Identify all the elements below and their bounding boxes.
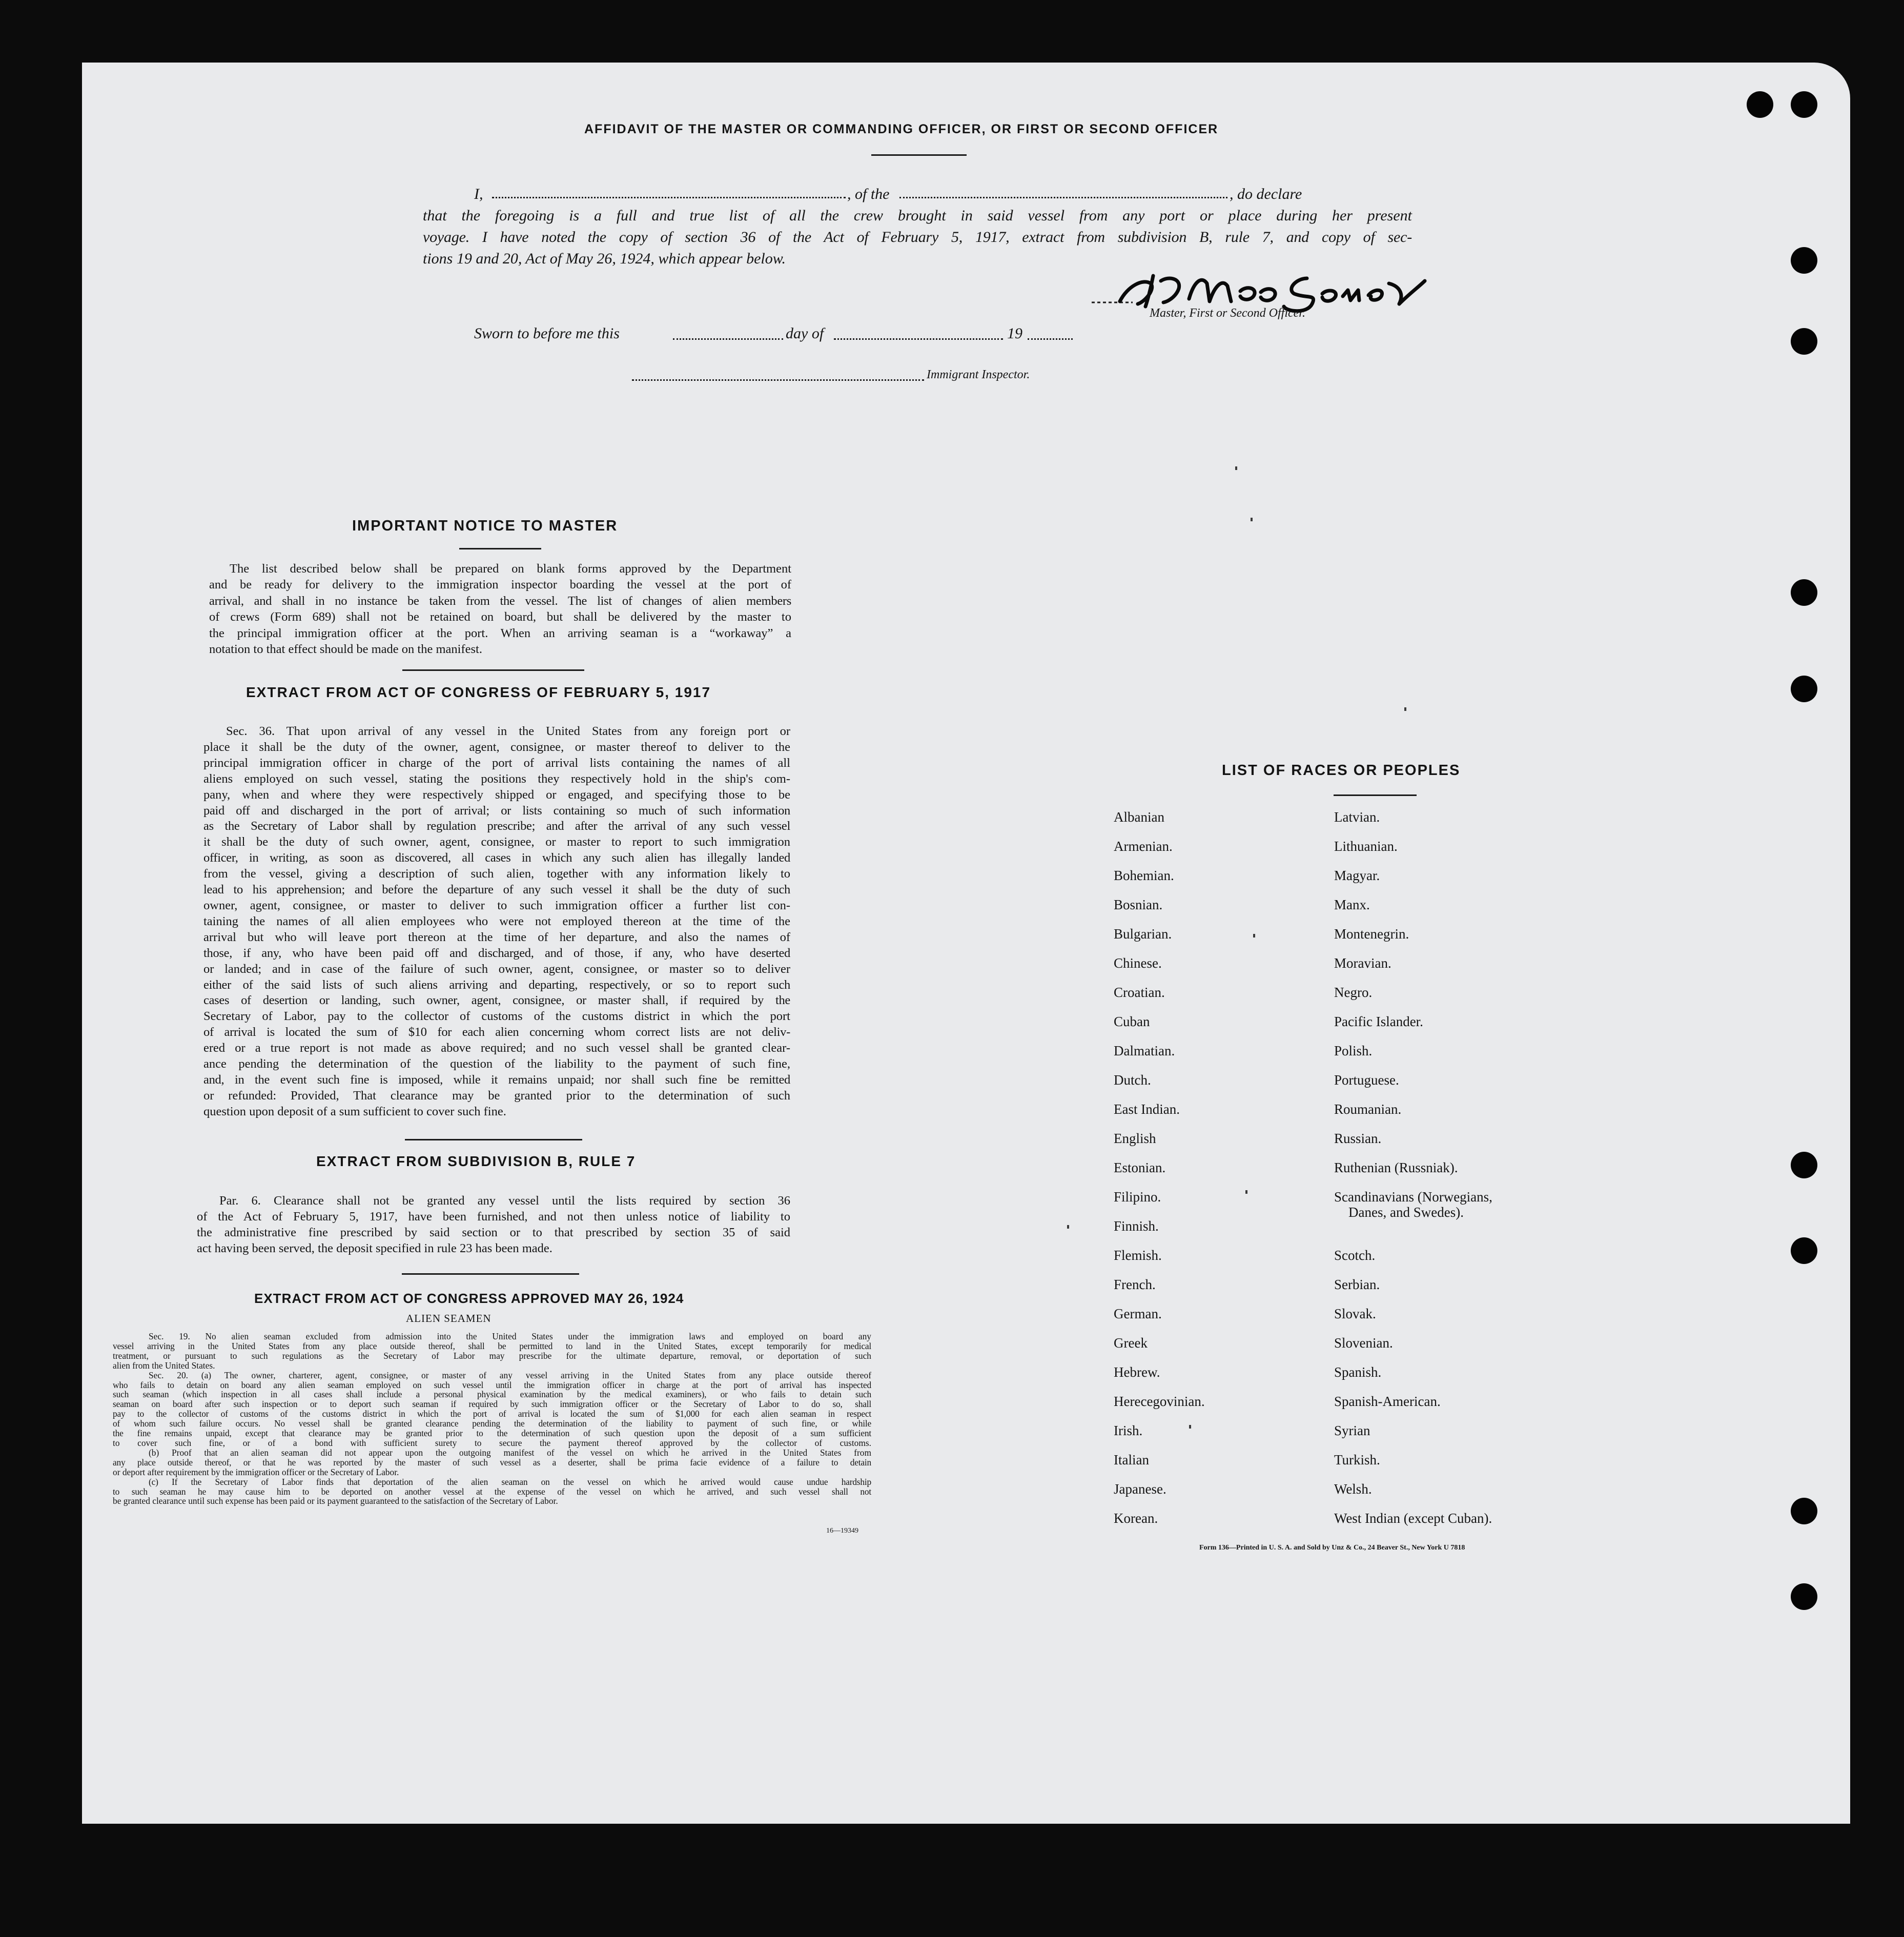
- race-item: Negro.: [1334, 985, 1373, 1000]
- race-item: Bosnian.: [1114, 897, 1163, 912]
- races-left-column: [1114, 809, 1329, 1540]
- extract-1924-line: who fails to detain on board any alien seaman employed on such vessel until the immigration officer in charge at the port of arrival has inspected: [113, 1379, 871, 1390]
- affidavit-line: voyage. I have noted the copy of section 36 of the Act of February 5, 1917, extract from subdivision B, rule 7, and copy of sec-: [423, 229, 1412, 246]
- extract-1924-line: (c) If the Secretary of Labor finds that deportation of the alien seaman on the vessel on which he arrived would cause undue hardship: [149, 1476, 871, 1487]
- extract-1917-line: from the vessel, giving a description of such alien, together with any information likely to: [203, 867, 790, 881]
- race-item: Montenegrin.: [1334, 926, 1409, 942]
- sworn-month-field[interactable]: [834, 327, 1003, 340]
- race-item: Greek: [1114, 1335, 1148, 1351]
- signature-caption: Master, First or Second Officer.: [1150, 307, 1305, 320]
- extract-1917-line: arrival but who will leave port thereon at the time of her departure, and also the names of: [203, 930, 790, 944]
- scan-speck: [1189, 1425, 1191, 1429]
- master-name-field[interactable]: [492, 186, 846, 198]
- race-item: Armenian.: [1114, 839, 1173, 854]
- extract-1917-line: ered or a true report is not made as above required; and no such vessel shall be granted clear-: [203, 1041, 790, 1055]
- race-item: Estonian.: [1114, 1160, 1166, 1175]
- binder-hole: [1791, 1237, 1817, 1264]
- notice-line: arrival, and shall in no instance be taken from the vessel. The list of changes of alien members: [209, 594, 791, 608]
- rule7-line: Par. 6. Clearance shall not be granted any vessel until the lists required by section 36: [219, 1194, 790, 1208]
- inspector-caption: Immigrant Inspector.: [927, 368, 1030, 381]
- binder-hole: [1747, 91, 1773, 118]
- race-item: Scotch.: [1334, 1248, 1376, 1263]
- race-item: Dalmatian.: [1114, 1043, 1175, 1058]
- race-item: Bohemian.: [1114, 868, 1174, 883]
- extract-1924-line: (b) Proof that an alien seaman did not appear upon the outgoing manifest of the vessel on which he arrived in the United States from: [149, 1447, 871, 1458]
- rule7-line: the administrative fine prescribed by said section or to that prescribed by section 35 of said: [197, 1226, 790, 1239]
- race-item: Spanish.: [1334, 1364, 1382, 1380]
- extract-1917-line: question upon deposit of a sum sufficient to cover such fine.: [203, 1104, 506, 1118]
- extract-1917-line: Secretary of Labor, pay to the collector of customs of the customs district in which the port: [203, 1009, 790, 1024]
- notice-body: [209, 561, 791, 657]
- extract-1924-line: any place outside thereof, or that he was reported by the master of such vessel as a deserter, shall be prima facie evidence of a failure to detain: [113, 1457, 871, 1467]
- affidavit-do-declare-label: , do declare: [1230, 186, 1302, 202]
- extract-1924-line: pay to the collector of customs of the customs district in which the port of arrival is located the sum of $1,000 for each alien seaman in respect: [113, 1409, 871, 1419]
- extract-1917-body: [203, 724, 790, 1120]
- extract-1917-line: or landed; and in case of the failure of such owner, agent, consignee, or master so to deliver: [203, 962, 790, 976]
- extract-1924-line: such seaman (which inspection in all cases shall include a personal physical examination by the medical examiners), or who fails to detain such: [113, 1389, 871, 1400]
- extract-1924-subtitle: ALIEN SEAMEN: [406, 1312, 492, 1324]
- scan-speck: [1404, 707, 1406, 711]
- extract-1924-body: [113, 1332, 871, 1506]
- race-item: Albanian: [1114, 809, 1164, 825]
- race-item: Flemish.: [1114, 1248, 1162, 1263]
- divider: [1334, 794, 1417, 796]
- race-item: Ruthenian (Russniak).: [1334, 1160, 1458, 1175]
- extract-1917-line: pany, when and where they were respectively shipped or engaged, and specifying those to be: [203, 787, 790, 802]
- extract-1917-title: EXTRACT FROM ACT OF CONGRESS OF FEBRUARY 5, 1917: [246, 684, 711, 700]
- extract-1917-line: ance pending the determination of the question of the liability to the payment of such fine,: [203, 1057, 790, 1071]
- extract-1917-line: of arrival is located the sum of $10 for each alien concerning whom correct lists are not deliv-: [203, 1025, 790, 1039]
- binder-hole: [1791, 579, 1817, 606]
- race-item: Italian: [1114, 1452, 1149, 1467]
- race-item: Moravian.: [1334, 955, 1391, 971]
- binder-hole: [1791, 1498, 1817, 1524]
- race-item: Slovak.: [1334, 1306, 1376, 1321]
- extract-1924-line: to cover such fine, or of a bond with sufficient surety to secure the payment thereof approved by the collector of customs.: [113, 1437, 871, 1448]
- divider: [402, 669, 584, 671]
- extract-1917-line: principal immigration officer in charge of the port of arrival lists containing the names of all: [203, 756, 790, 770]
- extract-1917-line: and, in the event such fine is imposed, while it remains unpaid; nor shall such fine be remitted: [203, 1072, 790, 1087]
- extract-1924-line: Sec. 19. No alien seaman excluded from admission into the United States under the immigration laws and employed on board any: [149, 1331, 871, 1341]
- notice-line: and be ready for delivery to the immigration inspector boarding the vessel at the port of: [209, 578, 791, 592]
- notice-title: IMPORTANT NOTICE TO MASTER: [352, 518, 618, 534]
- race-item: Irish.: [1114, 1423, 1143, 1438]
- race-item: Syrian: [1334, 1423, 1370, 1438]
- inspector-signature-field[interactable]: [632, 368, 924, 381]
- affidavit-title: AFFIDAVIT OF THE MASTER OR COMMANDING OFFICER, OR FIRST OR SECOND OFFICER: [584, 122, 1219, 136]
- affidavit-line: that the foregoing is a full and true list of all the crew brought in said vessel from any port or place during her present: [423, 207, 1412, 224]
- affidavit-i-label: I,: [474, 186, 483, 202]
- race-item: Lithuanian.: [1334, 839, 1398, 854]
- race-item: Turkish.: [1334, 1452, 1380, 1467]
- extract-1917-line: aliens employed on such vessel, stating the positions they respectively hold in the ship's com-: [203, 771, 790, 786]
- divider: [459, 548, 541, 549]
- race-item: Hebrew.: [1114, 1364, 1160, 1380]
- race-item: English: [1114, 1131, 1156, 1146]
- race-item: Chinese.: [1114, 955, 1162, 971]
- scan-speck: [1235, 466, 1237, 470]
- races-title: LIST OF RACES OR PEOPLES: [1222, 762, 1461, 779]
- rule7-line: of the Act of February 5, 1917, have been furnished, and not then unless notice of liability to: [197, 1210, 790, 1224]
- divider: [405, 1139, 582, 1140]
- binder-hole: [1791, 1152, 1817, 1178]
- extract-1924-line: seaman on board after such inspection or to deport such seaman if required by such immigration officer or the Secretary of Labor to do so, shall: [113, 1399, 871, 1410]
- race-item: Japanese.: [1114, 1481, 1166, 1497]
- extract-1917-line: Sec. 36. That upon arrival of any vessel in the United States from any foreign port or: [226, 724, 790, 738]
- extract-1917-line: it shall be the duty of such owner, agent, consignee, or master to report to such immigration: [203, 835, 790, 849]
- race-item: East Indian.: [1114, 1102, 1180, 1117]
- sworn-year-label: 19: [1007, 325, 1022, 342]
- race-item: Serbian.: [1334, 1277, 1380, 1292]
- extract-1917-line: officer, in writing, as soon as discovered, all cases in which any such alien has illegally landed: [203, 851, 790, 865]
- scan-speck: [1067, 1225, 1069, 1229]
- extract-1924-line: vessel arriving in the United States from any place outside thereof, shall be permitted to land in the United States, except temporarily for medical: [113, 1340, 871, 1351]
- extract-1924-line: alien from the United States.: [113, 1360, 215, 1371]
- affidavit-of-the-label: , of the: [847, 186, 890, 202]
- sworn-day-field[interactable]: [673, 327, 783, 340]
- extract-1924-line: treatment, or pursuant to such regulations as the Secretary of Labor may prescribe for the ultimate departure, removal, or deportation of such: [113, 1350, 871, 1361]
- extract-1924-title: EXTRACT FROM ACT OF CONGRESS APPROVED MAY 26, 1924: [254, 1291, 684, 1306]
- notice-line: notation to that effect should be made on the manifest.: [209, 642, 482, 657]
- extract-1917-line: taining the names of all alien employees who were not employed thereon at the time of the: [203, 914, 790, 928]
- race-item: Danes, and Swedes).: [1348, 1205, 1464, 1220]
- notice-line: of crews (Form 689) shall not be retained on board, but shall be delivered by the master to: [209, 610, 791, 624]
- race-item: Polish.: [1334, 1043, 1373, 1058]
- race-item: German.: [1114, 1306, 1162, 1321]
- extract-1924-line: Sec. 20. (a) The owner, charterer, agent, consignee, or master of any vessel arriving in the United States from any place outside thereof: [149, 1370, 871, 1380]
- race-item: Scandinavians (Norwegians,: [1334, 1189, 1492, 1205]
- sworn-year-field[interactable]: [1028, 327, 1073, 340]
- race-item: Finnish.: [1114, 1218, 1159, 1234]
- scan-speck: [1245, 1190, 1247, 1194]
- binder-hole: [1791, 328, 1817, 355]
- race-item: Filipino.: [1114, 1189, 1161, 1205]
- race-item: Russian.: [1334, 1131, 1382, 1146]
- extract-1917-line: or refunded: Provided, That clearance may be granted prior to the determination of such: [203, 1088, 790, 1103]
- divider: [871, 154, 967, 156]
- extract-1924-line: be granted clearance until such expense has been paid or its payment guaranteed to the satisfaction of the Secretary of Labor.: [113, 1496, 558, 1506]
- extract-1917-line: those, if any, who have been paid off and discharged, and of those, if any, who have deserted: [203, 946, 790, 960]
- binder-hole: [1791, 247, 1817, 274]
- vessel-name-field[interactable]: [899, 186, 1227, 198]
- race-item: Spanish-American.: [1334, 1394, 1441, 1409]
- race-item: Latvian.: [1334, 809, 1380, 825]
- binder-hole: [1791, 1583, 1817, 1610]
- race-item: West Indian (except Cuban).: [1334, 1511, 1492, 1526]
- extract-1917-line: lead to his apprehension; and before the departure of any such vessel it shall be the duty of such: [203, 883, 790, 897]
- races-right-column: [1334, 809, 1621, 1540]
- race-item: Pacific Islander.: [1334, 1014, 1423, 1029]
- form-code: 16—19349: [826, 1527, 858, 1535]
- scan-speck: [1251, 518, 1253, 521]
- race-item: Roumanian.: [1334, 1102, 1402, 1117]
- extract-1917-line: place it shall be the duty of the owner, agent, consignee, or master thereof to deliver to the: [203, 740, 790, 754]
- extract-1917-line: owner, agent, consignee, or master to deliver to such immigration officer a further list con-: [203, 898, 790, 912]
- rule7-title: EXTRACT FROM SUBDIVISION B, RULE 7: [316, 1153, 636, 1169]
- race-item: Magyar.: [1334, 868, 1380, 883]
- affidavit-line: tions 19 and 20, Act of May 26, 1924, which appear below.: [423, 250, 786, 267]
- race-item: Croatian.: [1114, 985, 1165, 1000]
- race-item: Manx.: [1334, 897, 1370, 912]
- form-footer: Form 136—Printed in U. S. A. and Sold by Unz & Co., 24 Beaver St., New York U 7818: [1199, 1544, 1465, 1552]
- race-item: French.: [1114, 1277, 1156, 1292]
- race-item: Bulgarian.: [1114, 926, 1172, 942]
- extract-1924-line: of whom such failure occurs. No vessel shall be granted clearance pending the determination of the liability to payment of such fine, or while: [113, 1418, 871, 1429]
- sworn-line: [474, 325, 1120, 346]
- extract-1917-line: paid off and discharged in the port of arrival; or lists containing so much of such information: [203, 803, 790, 818]
- rule7-line: act having been served, the deposit specified in rule 23 has been made.: [197, 1241, 552, 1255]
- extract-1924-line: the fine remains unpaid, except that clearance may be granted prior to the determination of such question upon the deposit of a sum sufficient: [113, 1428, 871, 1439]
- sworn-day-of-label: day of: [786, 325, 824, 342]
- scan-speck: [1253, 934, 1255, 937]
- race-item: Dutch.: [1114, 1072, 1151, 1088]
- affidavit-declaration: [423, 183, 1412, 270]
- extract-1924-line: or deport after requirement by the immigration officer or the Secretary of Labor.: [113, 1466, 399, 1477]
- extract-1917-line: cases of desertion or landing, such owner, agent, consignee, or master shall, if required by the: [203, 993, 790, 1008]
- race-item: Portuguese.: [1334, 1072, 1399, 1088]
- notice-line: The list described below shall be prepared on blank forms approved by the Department: [230, 562, 791, 576]
- race-item: Korean.: [1114, 1511, 1158, 1526]
- extract-1917-line: either of the said lists of such aliens arriving and departing, respectively, or so to report such: [203, 977, 790, 992]
- binder-hole: [1791, 91, 1817, 118]
- divider: [402, 1273, 579, 1275]
- extract-1917-line: as the Secretary of Labor shall by regulation prescribe; and after the arrival of any such vessel: [203, 819, 790, 833]
- race-item: Slovenian.: [1334, 1335, 1393, 1351]
- notice-line: the principal immigration officer at the port. When an arriving seaman is a “workaway” a: [209, 626, 791, 640]
- binder-hole: [1791, 676, 1817, 702]
- sworn-prefix: Sworn to before me this: [474, 325, 620, 342]
- race-item: Herecegovinian.: [1114, 1394, 1205, 1409]
- race-item: Welsh.: [1334, 1481, 1372, 1497]
- extract-1924-line: to such seaman he may cause him to be deported on another vessel at the expense of the vessel on which he arrived, and such vessel shall not: [113, 1486, 871, 1497]
- race-item: Cuban: [1114, 1014, 1150, 1029]
- rule7-body: [197, 1193, 790, 1256]
